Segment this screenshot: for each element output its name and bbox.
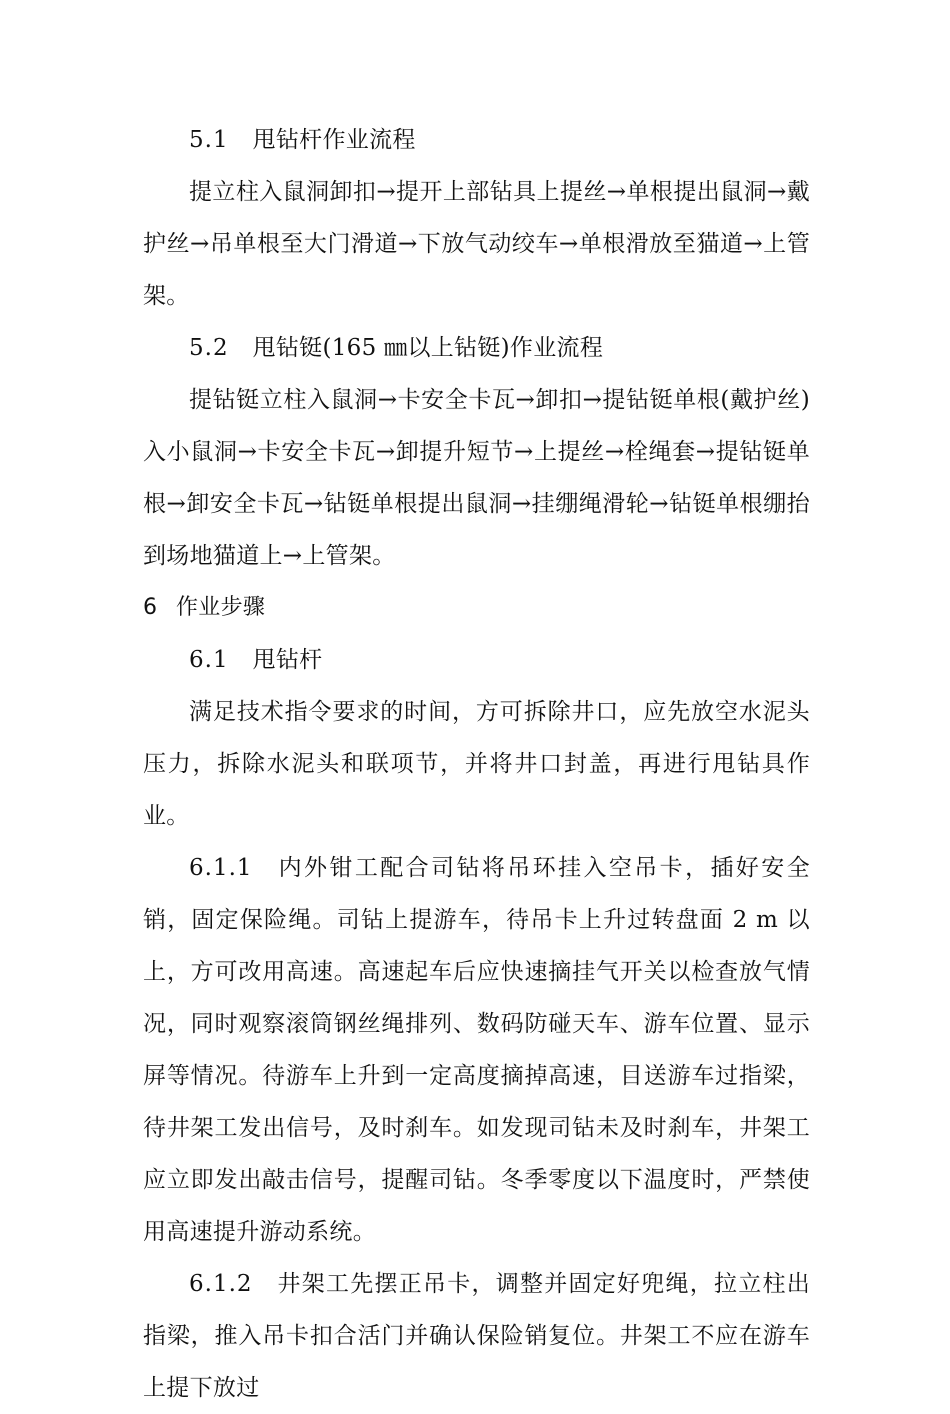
clause-text: 井架工先摆正吊卡，调整并固定好兜绳，拉立柱出指梁，推入吊卡扣合活门并确认保险销复位。井架工不应在游车上提下放过: [143, 1271, 810, 1401]
section-heading-6-1: [143, 634, 810, 686]
section-title: 甩钻杆: [252, 647, 323, 673]
section-title: 甩钻铤(165 ㎜以上钻铤)作业流程: [252, 335, 604, 361]
section-title: 甩钻杆作业流程: [252, 127, 416, 153]
clause-number: 6.1.1: [189, 855, 253, 881]
document-body: [143, 114, 810, 1414]
paragraph-6-1-2: [143, 1258, 810, 1414]
section-title: 作业步骤: [176, 595, 266, 620]
clause-number: 6.1.2: [189, 1271, 253, 1297]
paragraph-6-1-1: [143, 842, 810, 1258]
section-number: 6: [143, 595, 158, 620]
paragraph-5-2-flow: 提钻铤立柱入鼠洞→卡安全卡瓦→卸扣→提钻铤单根(戴护丝)入小鼠洞→卡安全卡瓦→卸提升短节→上提丝→栓绳套→提钻铤单根→卸安全卡瓦→钻铤单根提出鼠洞→挂绷绳滑轮→钻铤单根绷抬到场地猫道上→上管架。: [143, 387, 810, 569]
section-number: 5.1: [189, 127, 229, 153]
clause-text: 内外钳工配合司钻将吊环挂入空吊卡，插好安全销，固定保险绳。司钻上提游车，待吊卡上升过转盘面 2 m 以上，方可改用高速。高速起车后应快速摘挂气开关以检查放气情况，同时观察滚筒钢丝绳排列、数码防碰天车、游车位置、显示屏等情况。待游车上升到一定高度摘掉高速，目送游车过指梁，待井架工发出信号，及时刹车。如发现司钻未及时刹车，井架工应立即发出敲击信号，提醒司钻。冬季零度以下温度时，严禁使用高速提升游动系统。: [143, 855, 810, 1245]
section-number: 5.2: [189, 335, 229, 361]
section-heading-5-1: [143, 114, 810, 166]
section-number: 6.1: [189, 647, 229, 673]
section-heading-6: [143, 582, 810, 634]
section-heading-5-2: [143, 322, 810, 374]
paragraph-5-1-flow: 提立柱入鼠洞卸扣→提开上部钻具上提丝→单根提出鼠洞→戴护丝→吊单根至大门滑道→下放气动绞车→单根滑放至猫道→上管架。: [143, 179, 810, 309]
paragraph-6-1-intro: 满足技术指令要求的时间，方可拆除井口，应先放空水泥头压力，拆除水泥头和联项节，并将井口封盖，再进行甩钻具作业。: [143, 699, 810, 829]
